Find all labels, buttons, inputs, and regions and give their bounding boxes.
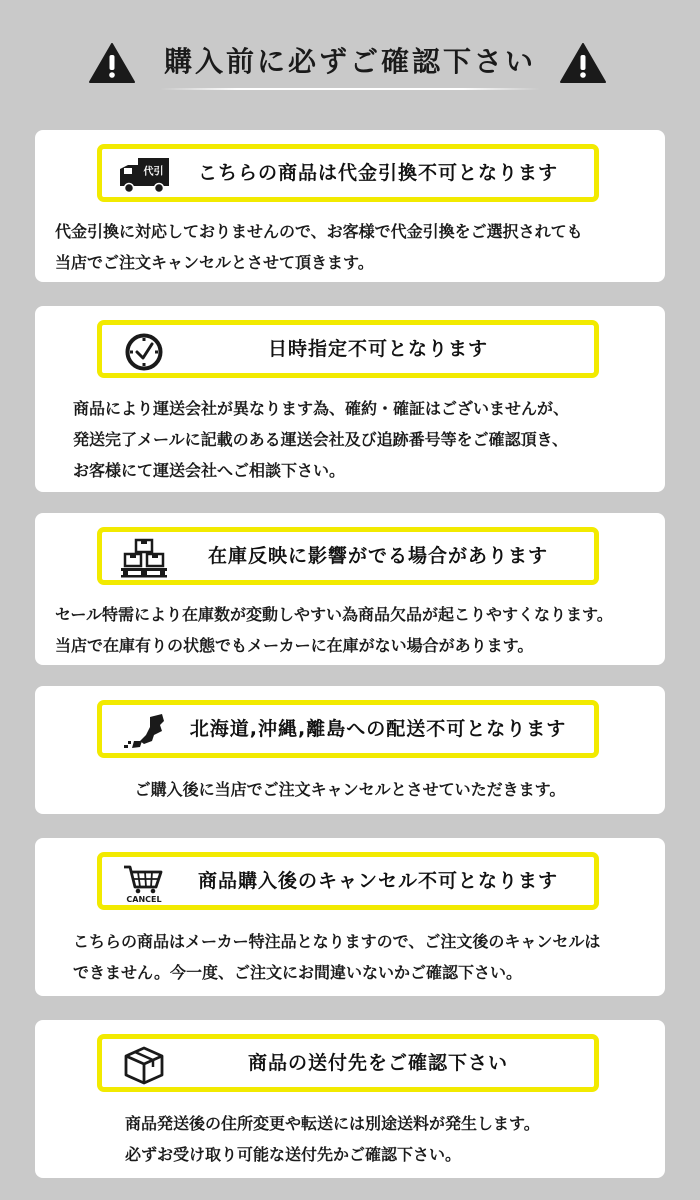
warning-icon [560, 43, 606, 83]
notice-banner [97, 320, 599, 378]
notice-banner [97, 852, 599, 910]
page-title: 購入前に必ずご確認下さい [163, 45, 536, 78]
notice-banner [97, 144, 599, 202]
notice-title: こちらの商品は代金引換不可となります [197, 162, 558, 184]
cart-cancel-icon [116, 863, 172, 903]
clock-icon [116, 331, 172, 371]
notice-body: こちらの商品はメーカー特注品となりますので、ご注文後のキャンセルは できません。今一度、ご注文にお間違いないかご確認下さい。 [73, 932, 601, 982]
notice-card-stock [35, 513, 665, 665]
notice-card-region [35, 686, 665, 814]
notice-body: 商品発送後の住所変更や転送には別途送料が発生します。 必ずお受け取り可能な送付先かご確認下さい。 [125, 1114, 540, 1164]
warning-icon [89, 43, 135, 83]
notice-card-address [35, 1020, 665, 1178]
notice-title: 北海道,沖縄,離島への配送不可となります [189, 718, 567, 740]
cancel-label: CANCEL [126, 895, 162, 903]
notice-body: 商品により運送会社が異なります為、確約・確証はございませんが、 発送完了メールに記載のある運送会社及び追跡番号等をご確認頂き、 お客様にて運送会社へご相談下さい。 [73, 399, 570, 480]
delivery-truck-icon [116, 155, 172, 195]
notice-card-cancel [35, 838, 665, 996]
notice-title: 商品購入後のキャンセル不可となります [197, 870, 558, 892]
title-underline [160, 88, 540, 90]
notice-card-cod [35, 130, 665, 282]
stacked-boxes-icon [116, 538, 172, 578]
map-islands-icon [116, 711, 172, 751]
notice-title: 在庫反映に影響がでる場合があります [207, 545, 548, 567]
notice-body: 代金引換に対応しておりませんので、お客様で代金引換をご選択されても 当店でご注文キャンセルとさせて頂きます。 [55, 222, 583, 272]
notice-banner [97, 527, 599, 585]
notice-title: 日時指定不可となります [267, 338, 488, 360]
notice-body: ご購入後に当店でご注文キャンセルとさせていただきます。 [134, 780, 566, 799]
cod-label: 代引 [143, 166, 164, 178]
notice-body: セール特需により在庫数が変動しやすい為商品欠品が起こりやすくなります。 当店で在庫有りの状態でもメーカーに在庫がない場合があります。 [55, 605, 613, 655]
notice-title: 商品の送付先をご確認下さい [247, 1052, 508, 1074]
notice-banner [97, 1034, 599, 1092]
notice-card-datetime [35, 306, 665, 492]
package-box-icon [116, 1045, 172, 1085]
notice-banner [97, 700, 599, 758]
page-header [0, 0, 700, 110]
